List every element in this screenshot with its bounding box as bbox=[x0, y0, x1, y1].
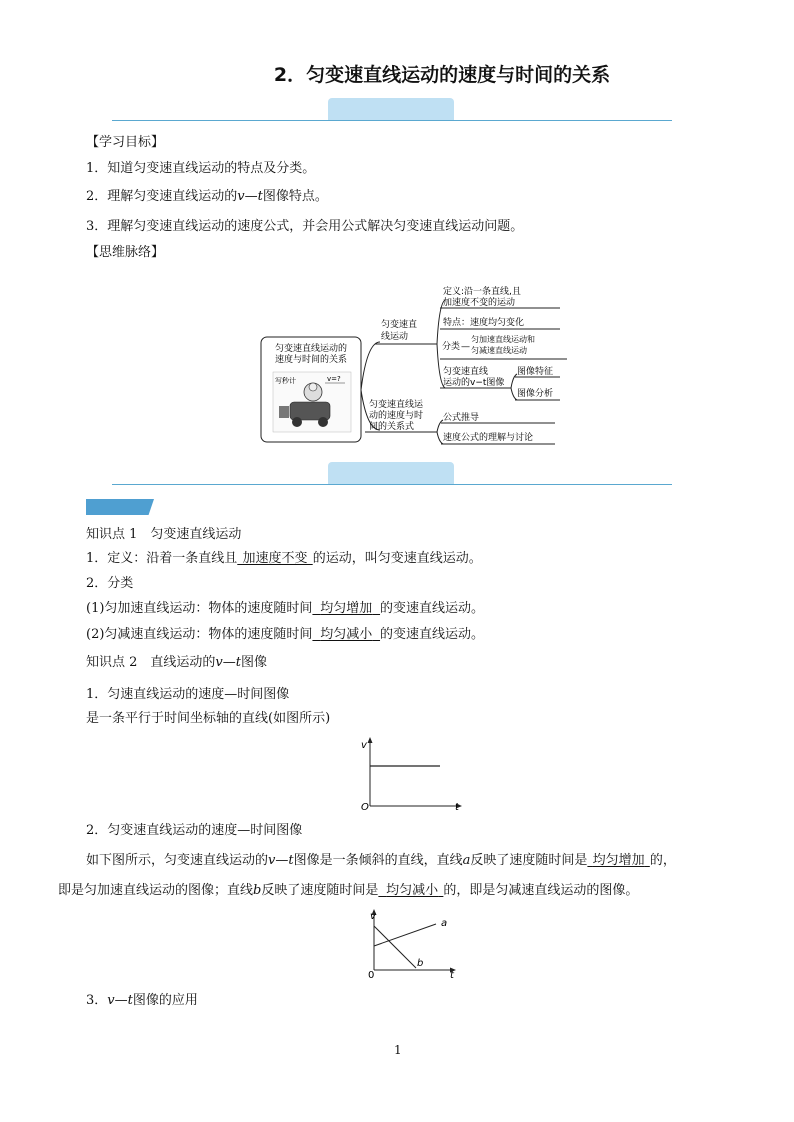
goal-item-1: 1．知道匀变速直线运动的特点及分类。 bbox=[86, 161, 316, 176]
branch1-line1: 匀变速直 bbox=[381, 320, 418, 330]
uniform-vt-graph bbox=[358, 736, 468, 812]
stopwatch-illustration bbox=[273, 372, 351, 432]
branch1-def-line2: 加速度不变的运动 bbox=[443, 298, 516, 308]
g2-t-label: t bbox=[450, 970, 454, 980]
goal-item-3: 3．理解匀变速直线运动的速度公式，并会用公式解决匀变速直线运动问题。 bbox=[86, 219, 524, 234]
p-a1: 如下图所示，匀变速直线运动的 bbox=[86, 853, 269, 868]
mindmap-diagram bbox=[255, 280, 575, 445]
g2-b-label: b bbox=[417, 958, 424, 969]
k1-c1-blank-text: 均匀增加 bbox=[320, 601, 373, 616]
k1-class-1 bbox=[86, 600, 484, 618]
branch1-graph-line2: 运动的v−t图像 bbox=[443, 378, 505, 388]
p-b2: 反映了速度随时间是 bbox=[261, 883, 379, 898]
p-b: b bbox=[253, 883, 262, 898]
p-a3: 反映了速度随时间是 bbox=[470, 853, 588, 868]
branch1-class: 分类 bbox=[442, 342, 461, 352]
k2-s2-heading: 2．匀变速直线运动的速度—时间图像 bbox=[86, 823, 303, 838]
mindmap-heading: 【思维脉络】 bbox=[86, 245, 165, 260]
img-label-right: v=? bbox=[327, 375, 341, 383]
k2-heading-vt: v—t bbox=[215, 655, 241, 670]
g2-o-label: 0 bbox=[368, 970, 375, 980]
p-blank2 bbox=[378, 883, 443, 898]
k1-c2-blank-text: 均匀减小 bbox=[320, 627, 373, 642]
k2-s1-heading: 1．匀速直线运动的速度—时间图像 bbox=[86, 687, 290, 702]
branch2-line1: 匀变速直线运 bbox=[369, 400, 424, 410]
branch1-feature: 特点：速度均匀变化 bbox=[443, 318, 525, 328]
k1-def-blank-text: 加速度不变 bbox=[242, 551, 308, 566]
k1-def-post: 的运动，叫匀变速直线运动。 bbox=[312, 551, 482, 566]
g2-a-label: a bbox=[441, 918, 448, 929]
k1-class-heading: 2．分类 bbox=[86, 576, 134, 591]
k2-heading bbox=[86, 654, 267, 672]
goal-item-2-tail: 图像特点。 bbox=[262, 189, 328, 204]
branch1-line2: 线运动 bbox=[381, 332, 409, 342]
section-badge bbox=[86, 499, 154, 515]
k1-heading: 知识点 1 匀变速直线运动 bbox=[86, 527, 242, 542]
k2-s3-heading bbox=[86, 992, 198, 1010]
p-vt: v—t bbox=[268, 853, 294, 868]
g1-o-label: O bbox=[361, 802, 369, 812]
page-title: 2．匀变速直线运动的速度与时间的关系 bbox=[273, 64, 611, 86]
k1-def-pre: 1．定义：沿着一条直线且 bbox=[86, 551, 238, 566]
branch1-graph-b: 图像分析 bbox=[517, 389, 554, 399]
p-a2: 图像是一条倾斜的直线，直线 bbox=[293, 853, 463, 868]
section-tab-top bbox=[328, 98, 454, 120]
s3-pre: 3． bbox=[86, 993, 108, 1008]
s3-post: 图像的应用 bbox=[132, 993, 198, 1008]
line-b bbox=[374, 926, 416, 968]
k1-definition bbox=[86, 550, 482, 568]
page-number: 1 bbox=[394, 1043, 402, 1057]
branch2-line2: 动的速度与时 bbox=[369, 411, 424, 421]
k1-class-2 bbox=[86, 626, 484, 644]
p-blank1-text: 均匀增加 bbox=[592, 853, 645, 868]
k1-c2-blank bbox=[312, 627, 380, 642]
k2-s1-text: 是一条平行于时间坐标轴的直线(如图所示) bbox=[86, 711, 331, 726]
p-b3: 的，即是匀减速直线运动的图像。 bbox=[443, 883, 639, 898]
goal-item-2 bbox=[86, 188, 328, 206]
accel-decel-vt-graph bbox=[364, 906, 460, 980]
s3-vt: v—t bbox=[107, 993, 133, 1008]
branch2-line3: 间的关系式 bbox=[369, 422, 415, 432]
img-label-left: 写秒计 bbox=[275, 377, 296, 385]
goal-item-2-text: 2．理解匀变速直线运动的 bbox=[86, 189, 238, 204]
branch1-def-line1: 定义:沿一条直线,且 bbox=[443, 287, 521, 297]
branch1-graph-a: 图像特征 bbox=[517, 367, 554, 377]
k1-c1-post: 的变速直线运动。 bbox=[380, 601, 485, 616]
p-a: a bbox=[462, 853, 471, 868]
branch1-class-b: 匀减速直线运动 bbox=[471, 346, 527, 355]
k1-c2-post: 的变速直线运动。 bbox=[380, 627, 485, 642]
k1-def-blank bbox=[237, 551, 312, 566]
k2-heading-post: 图像 bbox=[240, 655, 267, 670]
k1-c2-pre: (2)匀减速直线运动：物体的速度随时间 bbox=[86, 627, 313, 642]
mindmap-root-line2: 速度与时间的关系 bbox=[274, 355, 348, 365]
branch1-class-dash: — bbox=[461, 342, 470, 352]
k2-heading-pre: 知识点 2 直线运动的 bbox=[86, 655, 216, 670]
k2-paragraph-line2 bbox=[58, 882, 638, 900]
section-tab-mid bbox=[328, 462, 454, 484]
branch1-class-a: 匀加速直线运动和 bbox=[471, 335, 535, 344]
p-b1: 即是匀加速直线运动的图像；直线 bbox=[58, 883, 254, 898]
mindmap-root-line1: 匀变速直线运动的 bbox=[274, 344, 348, 354]
branch2-a: 公式推导 bbox=[443, 413, 480, 423]
branch2-b: 速度公式的理解与讨论 bbox=[443, 433, 534, 443]
k2-paragraph-line1 bbox=[86, 852, 676, 870]
goal-item-2-vt: v—t bbox=[237, 189, 263, 204]
p-blank2-text: 均匀减小 bbox=[386, 883, 439, 898]
g2-v-label: v bbox=[370, 911, 376, 922]
branch1-graph-line1: 匀变速直线 bbox=[443, 367, 489, 377]
p-blank1 bbox=[587, 853, 649, 868]
goals-heading: 【学习目标】 bbox=[86, 135, 165, 150]
p-a4: 的， bbox=[649, 853, 676, 868]
g1-v-label: v bbox=[361, 740, 367, 751]
g1-t-label: t bbox=[455, 802, 459, 812]
divider-mid bbox=[112, 484, 672, 485]
k1-c1-pre: (1)匀加速直线运动：物体的速度随时间 bbox=[86, 601, 313, 616]
divider-top bbox=[112, 120, 672, 121]
k1-c1-blank bbox=[312, 601, 380, 616]
